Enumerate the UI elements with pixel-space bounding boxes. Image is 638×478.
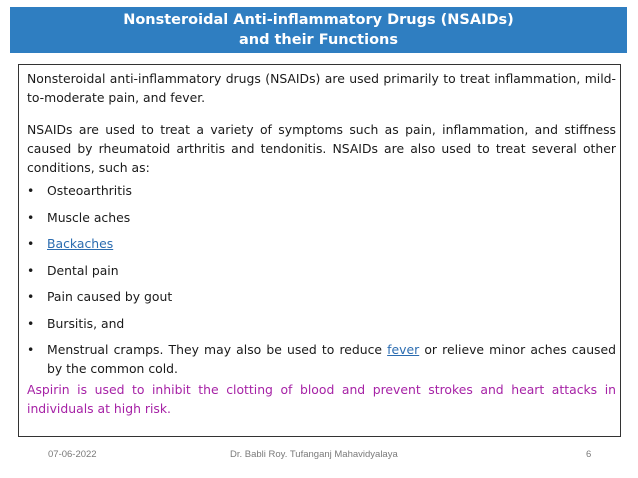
list-item-text: Pain caused by gout xyxy=(47,289,173,304)
list-item-text: Menstrual cramps. They may also be used to reduce xyxy=(47,342,388,357)
backaches-link[interactable]: Backaches xyxy=(47,236,114,251)
list-item xyxy=(27,314,616,333)
bullet-icon: • xyxy=(27,236,35,251)
list-item-text: Osteoarthritis xyxy=(47,183,132,198)
fever-link[interactable]: fever xyxy=(387,342,420,357)
bullet-icon: • xyxy=(27,342,35,357)
list-item xyxy=(27,261,616,280)
list-item-text: Muscle aches xyxy=(47,209,131,225)
list-item xyxy=(27,287,616,306)
list-item xyxy=(27,234,616,253)
bullet-icon: • xyxy=(27,262,35,278)
list-item xyxy=(27,181,616,200)
slide-title-line2: and their Functions xyxy=(238,32,399,48)
bullet-icon: • xyxy=(27,183,35,198)
list-item xyxy=(27,340,616,378)
list-item-text: Dental pain xyxy=(47,262,119,278)
list-item-text: or relieve minor aches caused by the common cold. xyxy=(47,342,616,376)
footer-date: 07-06-2022 xyxy=(48,449,97,460)
footer-page-number: 6 xyxy=(586,449,592,460)
conditions-paragraph: NSAIDs are used to treat a variety of symptoms such as pain, inflammation, and stiffness caused by rheumatoid arthritis and tendonitis. NSAIDs are also used to treat several other conditions, such as: xyxy=(27,122,616,175)
content-box xyxy=(18,64,621,437)
conditions-list xyxy=(27,181,616,378)
list-item xyxy=(27,208,616,227)
bullet-icon: • xyxy=(27,289,35,304)
aspirin-paragraph: Aspirin is used to inhibit the clotting of blood and prevent strokes and heart attacks in individuals at high risk. xyxy=(27,381,616,416)
slide-title-line1: Nonsteroidal Anti-inflammatory Drugs (NSAIDs) xyxy=(123,12,514,28)
footer-author: Dr. Babli Roy. Tufanganj Mahavidyalaya xyxy=(230,449,398,460)
slide-title xyxy=(10,7,627,53)
bullet-icon: • xyxy=(27,315,35,331)
list-item-text: Bursitis, and xyxy=(47,315,125,331)
bullet-icon: • xyxy=(27,209,35,225)
intro-paragraph: Nonsteroidal anti-inflammatory drugs (NSAIDs) are used primarily to treat inflammation, mild-to-moderate pain, and fever. xyxy=(27,71,616,105)
